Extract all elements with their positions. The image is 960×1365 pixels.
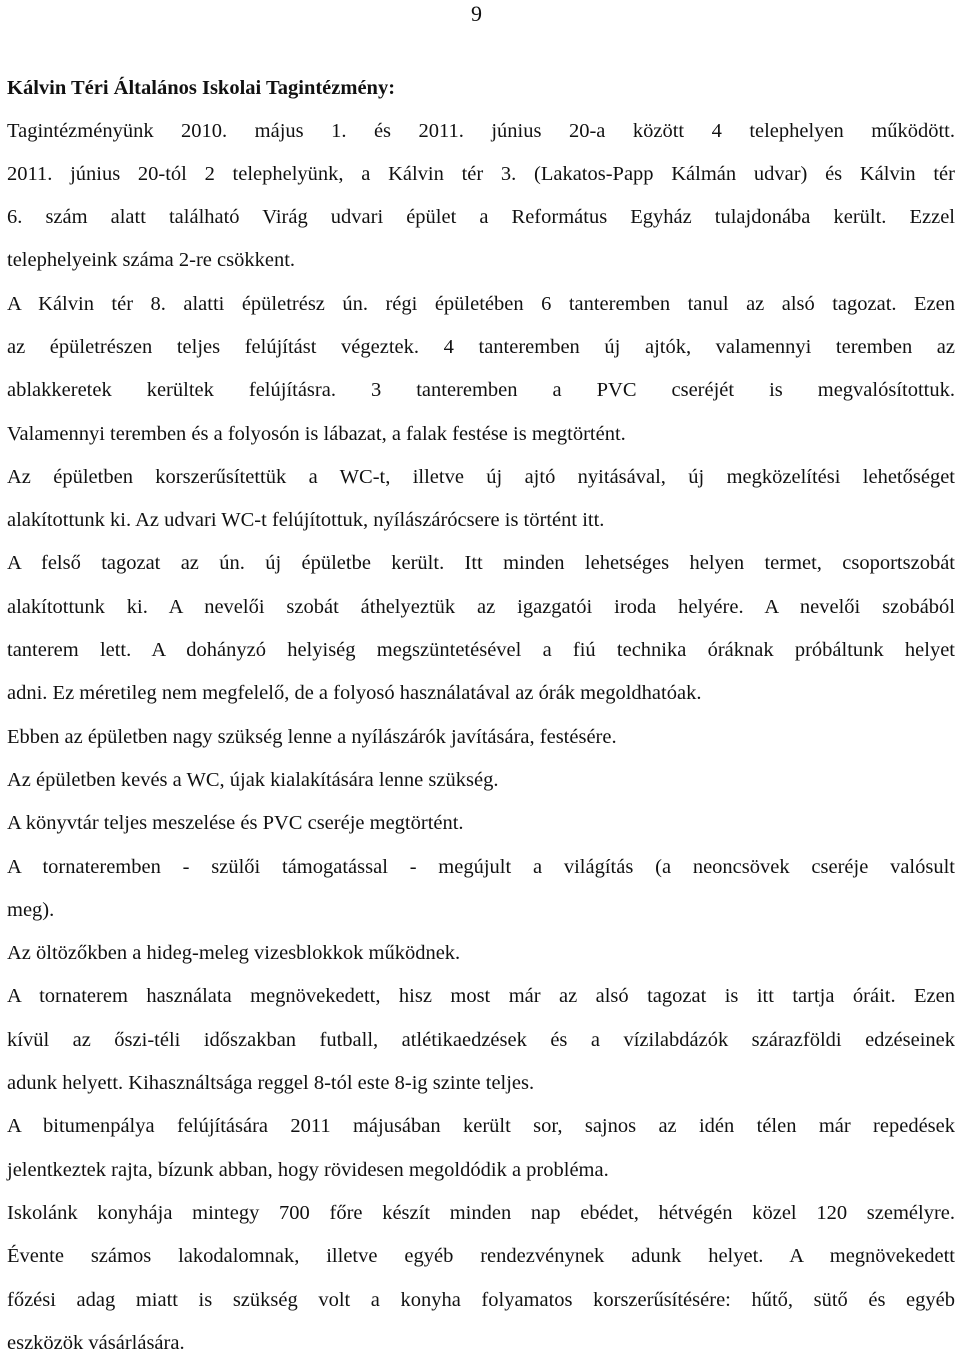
text-line: A tornaterem használata megnövekedett, hisz most már az alsó tagozat is itt tartja óráit. Ezen xyxy=(7,975,955,1018)
paragraph xyxy=(7,542,955,715)
text-line: Iskolánk konyhája mintegy 700 főre készít minden nap ebédet, hétvégén közel 120 személyre. xyxy=(7,1192,955,1235)
text-line: A bitumenpálya felújítására 2011 májusában került sor, sajnos az idén télen már repedések xyxy=(7,1105,955,1148)
paragraph xyxy=(7,716,955,759)
paragraph xyxy=(7,110,955,283)
text-line: Az öltözőkben a hideg-meleg vizesblokkok működnek. xyxy=(7,932,955,975)
text-line: 6. szám alatt található Virág udvari épület a Református Egyház tulajdonába került. Ezzel xyxy=(7,196,955,239)
text-line: telephelyeink száma 2-re csökkent. xyxy=(7,239,955,282)
text-line: az épületrészen teljes felújítást végeztek. 4 tanteremben új ajtók, valamennyi teremben az xyxy=(7,326,955,369)
text-line: alakítottunk ki. A nevelői szobát áthelyeztük az igazgatói iroda helyére. A nevelői szobából xyxy=(7,586,955,629)
text-line: Az épületben korszerűsítettük a WC-t, illetve új ajtó nyitásával, új megközelítési lehetőséget xyxy=(7,456,955,499)
text-line: tanterem lett. A dohányzó helyiség megszüntetésével a fiú technika óráknak próbáltunk helyet xyxy=(7,629,955,672)
text-line: Valamennyi teremben és a folyosón is lábazat, a falak festése is megtörtént. xyxy=(7,413,955,456)
page-number: 9 xyxy=(471,0,482,28)
paragraph xyxy=(7,283,955,456)
text-line: Az épületben kevés a WC, újak kialakítására lenne szükség. xyxy=(7,759,955,802)
text-line: kívül az őszi-téli időszakban futball, atlétikaedzések és a vízilabdázók szárazföldi edzéseinek xyxy=(7,1019,955,1062)
paragraph-list xyxy=(7,110,955,1365)
text-line: alakítottunk ki. Az udvari WC-t felújítottuk, nyílászárócsere is történt itt. xyxy=(7,499,955,542)
paragraph xyxy=(7,1105,955,1192)
text-line: adunk helyett. Kihasználtsága reggel 8-tól este 8-ig szinte teljes. xyxy=(7,1062,955,1105)
document-body xyxy=(7,68,955,1365)
section-heading: Kálvin Téri Általános Iskolai Tagintézmény: xyxy=(7,68,955,110)
paragraph xyxy=(7,456,955,543)
text-line: jelentkeztek rajta, bízunk abban, hogy rövidesen megoldódik a probléma. xyxy=(7,1149,955,1192)
text-line: főzési adag miatt is szükség volt a konyha folyamatos korszerűsítésére: hűtő, sütő és egyéb xyxy=(7,1279,955,1322)
text-line: 2011. június 20-tól 2 telephelyünk, a Kálvin tér 3. (Lakatos-Papp Kálmán udvar) és Kálvin tér xyxy=(7,153,955,196)
paragraph xyxy=(7,975,955,1105)
paragraph xyxy=(7,1192,955,1365)
text-line: ablakkeretek kerültek felújításra. 3 tanteremben a PVC cseréjét is megvalósítottuk. xyxy=(7,369,955,412)
text-line: A felső tagozat az ún. új épületbe került. Itt minden lehetséges helyen termet, csoportszobát xyxy=(7,542,955,585)
paragraph xyxy=(7,759,955,802)
text-line: A könyvtár teljes meszelése és PVC cseréje megtörtént. xyxy=(7,802,955,845)
text-line: A Kálvin tér 8. alatti épületrész ún. régi épületében 6 tanteremben tanul az alsó tagozat. Ezen xyxy=(7,283,955,326)
paragraph xyxy=(7,932,955,975)
text-line: Ebben az épületben nagy szükség lenne a nyílászárók javítására, festésére. xyxy=(7,716,955,759)
paragraph xyxy=(7,846,955,933)
text-line: eszközök vásárlására. xyxy=(7,1322,955,1365)
text-line: Tagintézményünk 2010. május 1. és 2011. június 20-a között 4 telephelyen működött. xyxy=(7,110,955,153)
text-line: Évente számos lakodalomnak, illetve egyéb rendezvénynek adunk helyet. A megnövekedett xyxy=(7,1235,955,1278)
text-line: adni. Ez méretileg nem megfelelő, de a folyosó használatával az órák megoldhatóak. xyxy=(7,672,955,715)
paragraph xyxy=(7,802,955,845)
text-line: meg). xyxy=(7,889,955,932)
text-line: A tornateremben - szülői támogatással - megújult a világítás (a neoncsövek cseréje valósult xyxy=(7,846,955,889)
